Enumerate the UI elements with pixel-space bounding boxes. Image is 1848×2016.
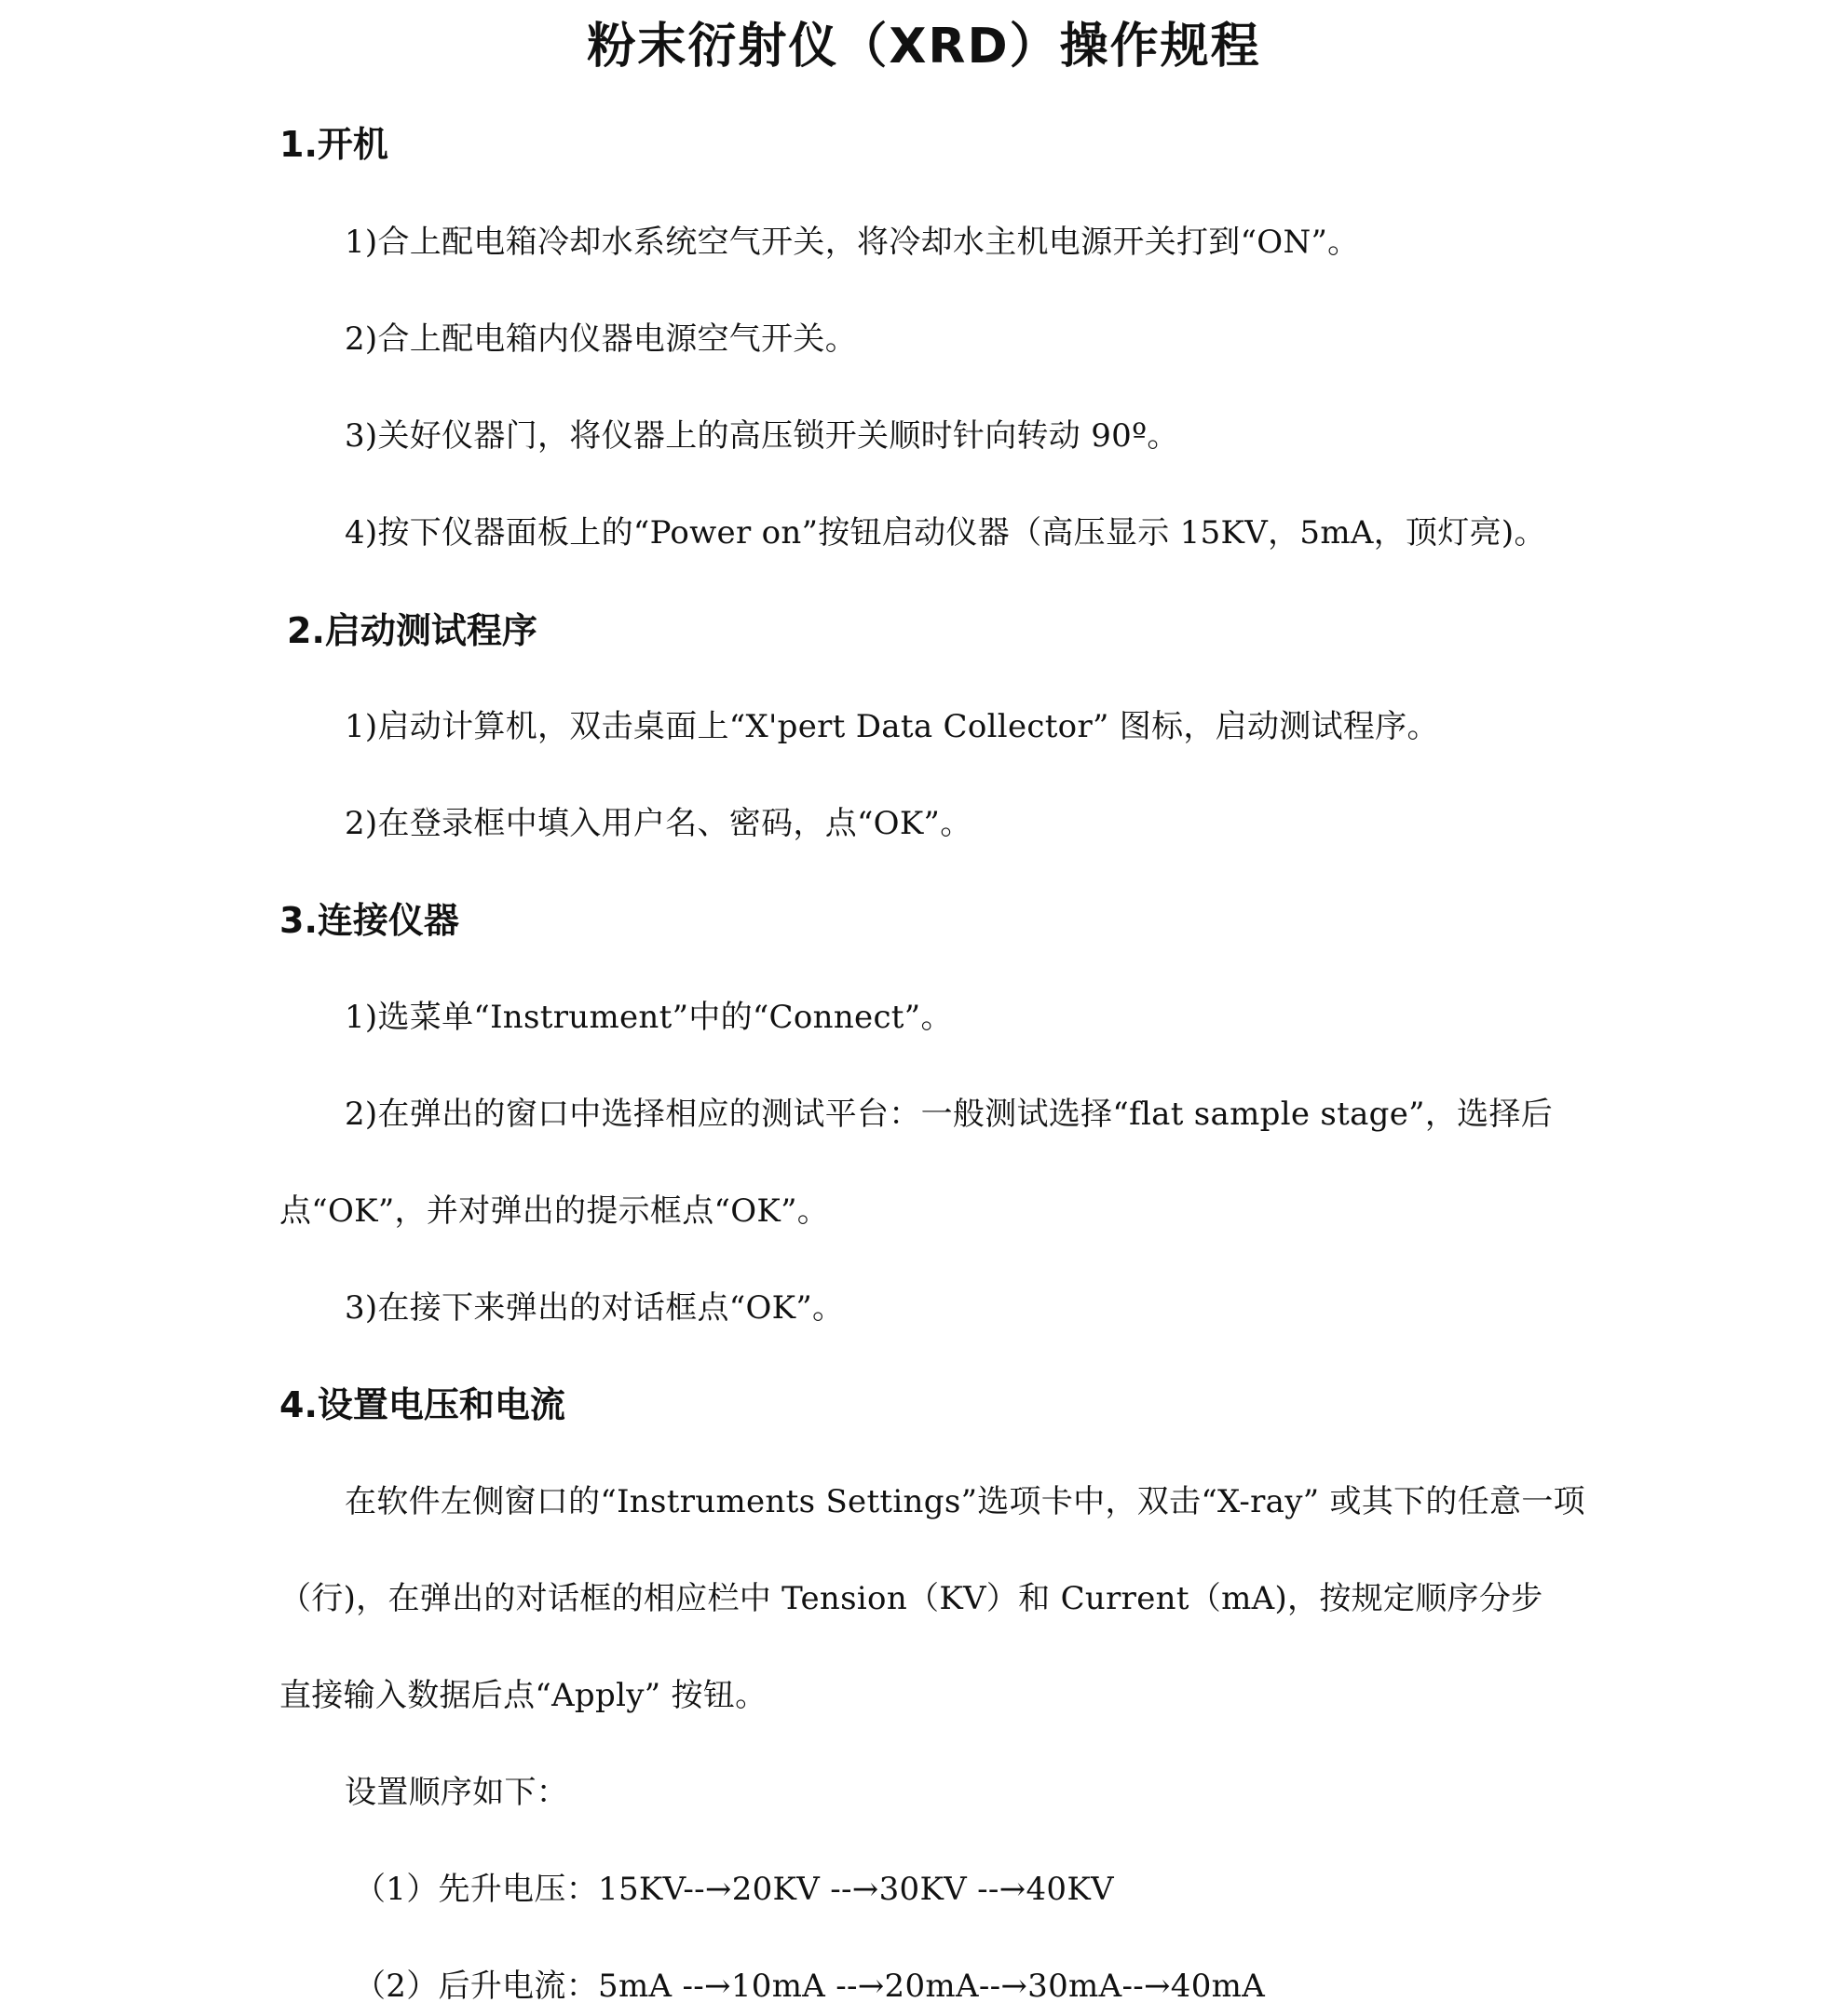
- paragraph-line: 4)按下仪器面板上的“Power on”按钮启动仪器（高压显示 15KV，5mA，顶灯亮)。: [345, 514, 1546, 552]
- section-heading-set-voltage-current: 4.设置电压和电流: [279, 1384, 565, 1425]
- section-heading-connect-instrument: 3.连接仪器: [279, 900, 459, 941]
- paragraph-line: （行)，在弹出的对话框的相应栏中 Tension（KV）和 Current（mA)，按规定顺序分步: [279, 1580, 1543, 1617]
- paragraph-line: 1)选菜单“Instrument”中的“Connect”。: [345, 999, 953, 1036]
- paragraph-line: 3)关好仪器门，将仪器上的高压锁开关顺时针向转动 90º。: [345, 417, 1179, 455]
- paragraph-line: （1）先升电压：15KV--→20KV --→30KV --→40KV: [354, 1871, 1114, 1908]
- paragraph-line: 2)在登录框中填入用户名、密码，点“OK”。: [345, 805, 972, 842]
- paragraph-line: 3)在接下来弹出的对话框点“OK”。: [345, 1289, 845, 1327]
- document-title: 粉末衍射仪（XRD）操作规程: [587, 19, 1261, 75]
- section-heading-power-on: 1.开机: [279, 124, 388, 165]
- paragraph-line: 在软件左侧窗口的“Instruments Settings”选项卡中，双击“X-ray” 或其下的任意一项: [345, 1483, 1585, 1520]
- paragraph-line: 2)在弹出的窗口中选择相应的测试平台：一般测试选择“flat sample stage”，选择后: [345, 1096, 1554, 1133]
- paragraph-line: （2）后升电流：5mA --→10mA --→20mA--→30mA--→40mA: [354, 1968, 1266, 2005]
- paragraph-line: 1)启动计算机，双击桌面上“X'pert Data Collector” 图标，启动测试程序。: [345, 708, 1439, 745]
- paragraph-line: 2)合上配电箱内仪器电源空气开关。: [345, 320, 857, 358]
- section-heading-start-program: 2.启动测试程序: [287, 610, 537, 651]
- paragraph-line: 1)合上配电箱冷却水系统空气开关，将冷却水主机电源开关打到“ON”。: [345, 224, 1360, 261]
- paragraph-line: 直接输入数据后点“Apply” 按钮。: [279, 1677, 768, 1714]
- paragraph-line: 设置顺序如下：: [345, 1774, 569, 1811]
- paragraph-line: 点“OK”，并对弹出的提示框点“OK”。: [279, 1192, 830, 1230]
